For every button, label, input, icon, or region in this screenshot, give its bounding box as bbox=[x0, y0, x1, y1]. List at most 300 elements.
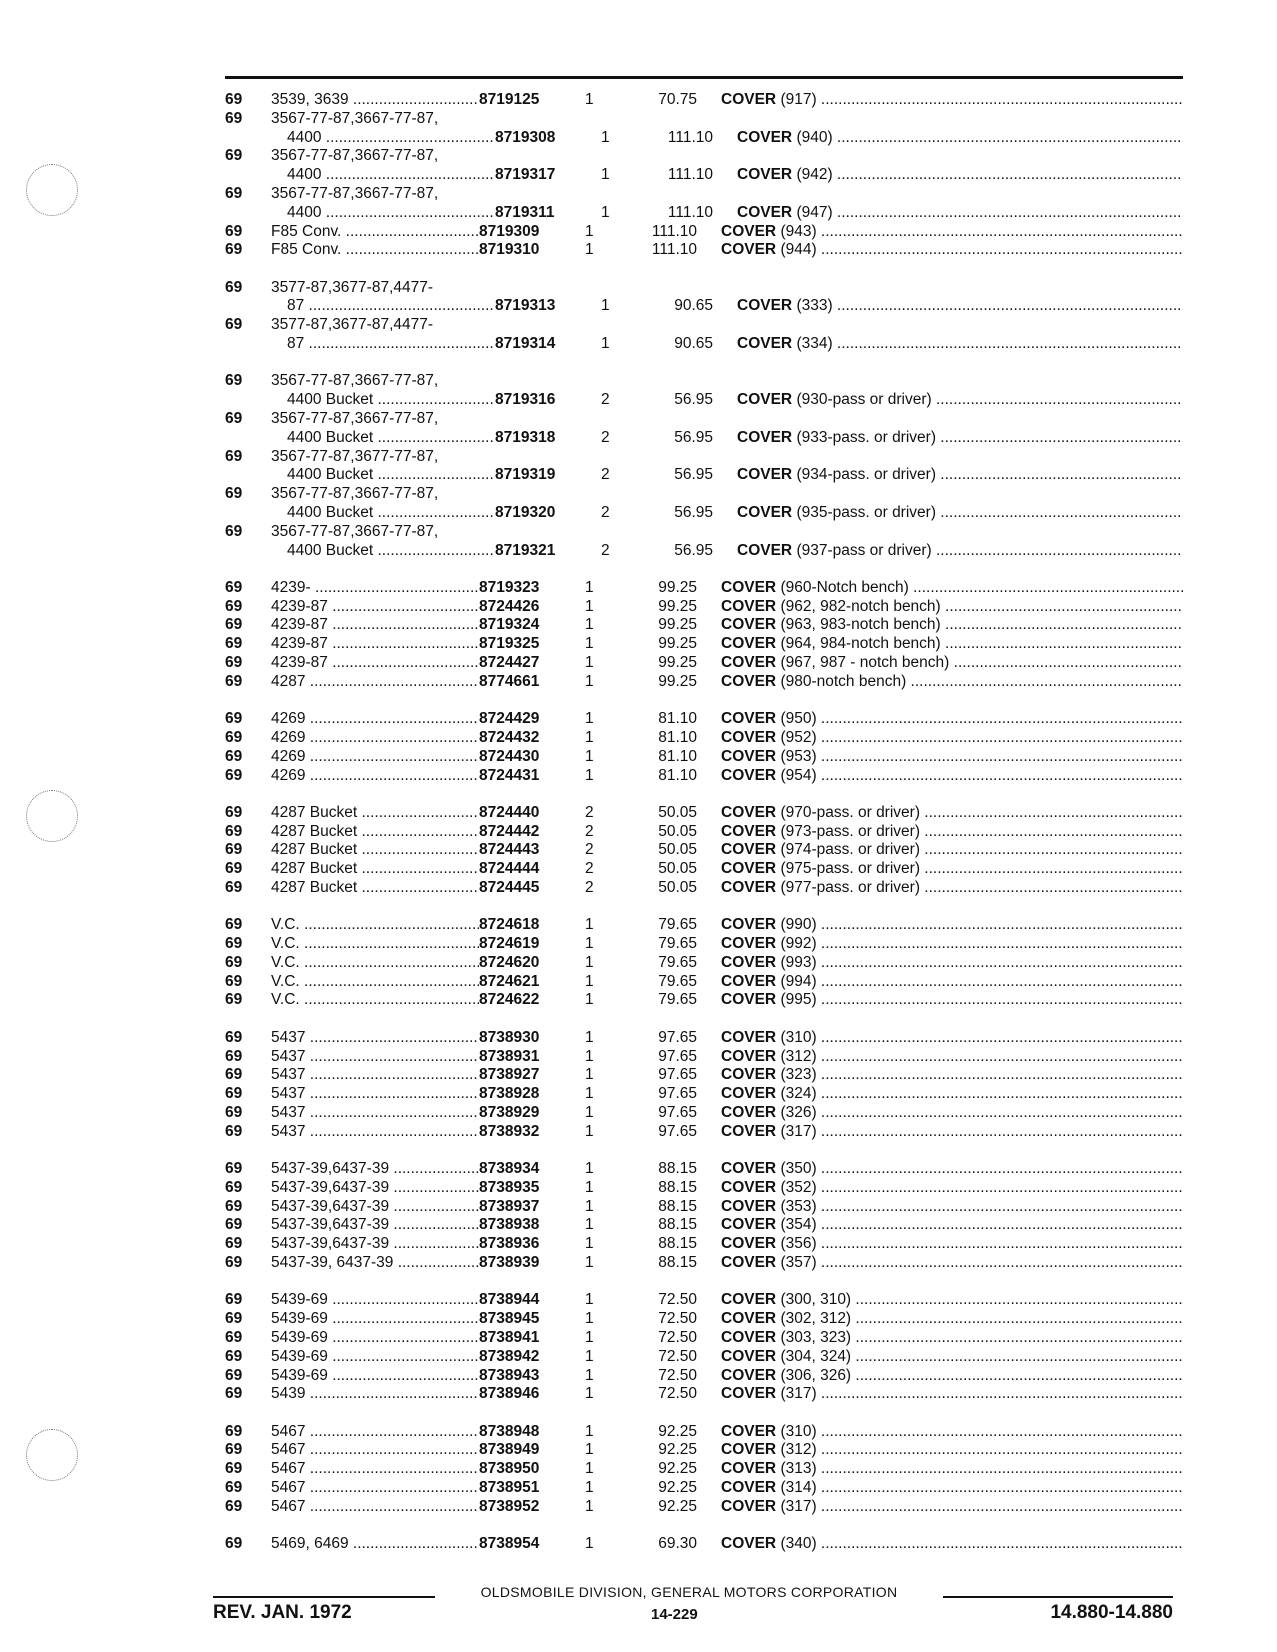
quantity: 1 bbox=[585, 916, 594, 934]
leader-dots bbox=[357, 860, 479, 877]
list-price: 92.25 bbox=[658, 1422, 697, 1440]
table-row bbox=[225, 91, 1183, 110]
leader-dots bbox=[936, 429, 1183, 446]
list-price: 72.50 bbox=[658, 1366, 697, 1384]
part-name: COVER bbox=[721, 222, 777, 240]
table-row bbox=[225, 841, 1183, 860]
part-number: 8724426 bbox=[479, 597, 540, 615]
leader-dots bbox=[357, 804, 479, 821]
part-name: COVER bbox=[721, 878, 777, 896]
part-number: 8719324 bbox=[479, 616, 540, 634]
model-year: 69 bbox=[225, 916, 243, 934]
part-description bbox=[721, 823, 1183, 842]
model-number bbox=[271, 1367, 479, 1386]
trim-code: (317) bbox=[780, 1122, 817, 1140]
list-price: 92.25 bbox=[658, 1479, 697, 1496]
part-description bbox=[737, 204, 1183, 223]
footer-rule-right bbox=[943, 1596, 1173, 1598]
part-number: 8738944 bbox=[479, 1291, 540, 1309]
part-number: 8724444 bbox=[479, 860, 540, 878]
part-number: 8738943 bbox=[479, 1366, 540, 1384]
part-number: 8719309 bbox=[479, 222, 540, 240]
model-number bbox=[271, 1441, 479, 1460]
leader-dots bbox=[305, 1385, 479, 1402]
trim-code: (944) bbox=[780, 241, 817, 259]
leader-dots bbox=[305, 729, 479, 746]
model-text: 5437-39,6437-39 bbox=[271, 1216, 390, 1234]
model-number bbox=[271, 147, 479, 166]
leader-dots bbox=[305, 1029, 479, 1046]
quantity: 1 bbox=[601, 166, 610, 184]
model-text: 3567-77-87,3677-77-87, bbox=[271, 447, 439, 465]
model-text: 4400 Bucket bbox=[287, 428, 374, 446]
list-price: 88.15 bbox=[658, 1178, 697, 1196]
quantity: 2 bbox=[585, 841, 594, 859]
leader-dots bbox=[932, 542, 1183, 559]
model-number bbox=[271, 1235, 479, 1254]
part-description bbox=[721, 616, 1183, 635]
model-text: 3567-77-87,3667-77-87, bbox=[271, 409, 439, 427]
model-text: V.C. bbox=[271, 991, 300, 1009]
model-text: V.C. bbox=[271, 916, 300, 934]
table-row bbox=[225, 710, 1183, 729]
quantity: 1 bbox=[585, 654, 594, 672]
part-number: 8724431 bbox=[479, 766, 540, 784]
model-text: 4287 Bucket bbox=[271, 860, 358, 878]
quantity: 1 bbox=[585, 1535, 594, 1553]
model-year: 69 bbox=[225, 1122, 243, 1140]
part-name: COVER bbox=[721, 1103, 777, 1121]
group-spacer bbox=[225, 1142, 1183, 1161]
table-row bbox=[225, 1479, 1183, 1498]
part-name: COVER bbox=[721, 1216, 777, 1234]
part-number: 8738928 bbox=[479, 1085, 540, 1103]
model-number bbox=[271, 185, 479, 204]
leader-dots bbox=[349, 1535, 479, 1552]
part-name: COVER bbox=[721, 1535, 777, 1553]
model-number bbox=[271, 841, 479, 860]
list-price: 72.50 bbox=[658, 1328, 697, 1346]
part-number: 8738941 bbox=[479, 1328, 540, 1346]
quantity: 1 bbox=[585, 1235, 594, 1253]
part-number: 8719317 bbox=[495, 166, 556, 184]
leader-dots bbox=[389, 1198, 479, 1215]
trim-code: (942) bbox=[796, 166, 833, 184]
part-description bbox=[721, 1348, 1183, 1367]
leader-dots bbox=[328, 1291, 479, 1308]
model-year: 69 bbox=[225, 278, 243, 296]
trim-code: (934-pass. or driver) bbox=[796, 466, 936, 484]
model-number bbox=[271, 654, 479, 673]
part-number: 8719316 bbox=[495, 391, 556, 409]
part-description bbox=[721, 710, 1183, 729]
table-row bbox=[225, 804, 1183, 823]
part-description bbox=[721, 241, 1183, 260]
model-text: 5467 bbox=[271, 1460, 306, 1478]
part-description bbox=[721, 91, 1183, 110]
part-description bbox=[721, 635, 1183, 654]
part-number: 8719321 bbox=[495, 541, 556, 559]
part-description bbox=[721, 860, 1183, 879]
group-spacer bbox=[225, 354, 1183, 373]
leader-dots bbox=[920, 823, 1183, 840]
table-row bbox=[225, 598, 1183, 617]
quantity: 1 bbox=[585, 1479, 594, 1496]
quantity: 1 bbox=[585, 578, 594, 596]
list-price: 72.50 bbox=[658, 1347, 697, 1365]
leader-dots bbox=[941, 635, 1183, 652]
part-number: 8724621 bbox=[479, 972, 540, 990]
leader-dots bbox=[817, 1535, 1183, 1552]
leader-dots bbox=[833, 335, 1183, 352]
model-text: 87 bbox=[287, 335, 305, 353]
list-price: 72.50 bbox=[658, 1310, 697, 1328]
trim-code: (954) bbox=[780, 766, 817, 784]
parts-table bbox=[225, 91, 1183, 1554]
quantity: 1 bbox=[585, 1160, 594, 1178]
part-number: 8719314 bbox=[495, 335, 556, 353]
model-text: 4239-87 bbox=[271, 654, 328, 672]
table-row-continued bbox=[225, 372, 1183, 391]
list-price: 72.50 bbox=[658, 1385, 697, 1403]
binder-hole bbox=[26, 164, 78, 216]
quantity: 2 bbox=[601, 428, 610, 446]
model-year: 69 bbox=[225, 1422, 243, 1440]
quantity: 1 bbox=[585, 991, 594, 1009]
model-year: 69 bbox=[225, 841, 243, 859]
model-text: 4400 Bucket bbox=[287, 466, 374, 484]
part-name: COVER bbox=[721, 1160, 777, 1178]
leader-dots bbox=[936, 466, 1183, 483]
trim-code: (326) bbox=[780, 1103, 817, 1121]
table-row bbox=[225, 1160, 1183, 1179]
blank-cell bbox=[225, 504, 271, 523]
leader-dots bbox=[357, 841, 479, 858]
table-row bbox=[225, 1348, 1183, 1367]
trim-code: (973-pass. or driver) bbox=[780, 822, 920, 840]
table-row bbox=[225, 204, 1183, 223]
part-description bbox=[721, 1198, 1183, 1217]
quantity: 1 bbox=[585, 766, 594, 784]
group-spacer bbox=[225, 260, 1183, 279]
part-description bbox=[721, 1216, 1183, 1235]
leader-dots bbox=[311, 579, 479, 596]
leader-dots bbox=[851, 1348, 1183, 1365]
part-number: 8724618 bbox=[479, 916, 540, 934]
leader-dots bbox=[817, 973, 1183, 990]
leader-dots bbox=[817, 1048, 1183, 1065]
part-description bbox=[721, 879, 1183, 898]
part-name: COVER bbox=[721, 935, 777, 953]
part-name: COVER bbox=[737, 203, 793, 221]
leader-dots bbox=[936, 504, 1183, 521]
model-year: 69 bbox=[225, 597, 243, 615]
model-number bbox=[271, 523, 479, 542]
table-row bbox=[225, 335, 1183, 354]
trim-code: (970-pass. or driver) bbox=[780, 803, 920, 821]
list-price: 111.10 bbox=[667, 166, 713, 184]
model-number bbox=[271, 935, 479, 954]
model-text: 3577-87,3677-87,4477- bbox=[271, 278, 434, 296]
model-number bbox=[271, 1048, 479, 1067]
model-year: 69 bbox=[225, 147, 243, 165]
part-description bbox=[721, 954, 1183, 973]
model-year: 69 bbox=[225, 747, 243, 765]
part-name: COVER bbox=[721, 241, 777, 259]
leader-dots bbox=[817, 1198, 1183, 1215]
part-description bbox=[721, 1179, 1183, 1198]
model-text: 4400 Bucket bbox=[287, 541, 374, 559]
model-number bbox=[271, 466, 495, 485]
leader-dots bbox=[817, 935, 1183, 952]
trim-code: (964, 984-notch bench) bbox=[780, 635, 941, 653]
table-row-continued bbox=[225, 448, 1183, 467]
leader-dots bbox=[817, 1085, 1183, 1102]
part-description bbox=[721, 935, 1183, 954]
list-price: 92.25 bbox=[658, 1497, 697, 1515]
table-row bbox=[225, 1235, 1183, 1254]
model-text: 4287 Bucket bbox=[271, 822, 358, 840]
leader-dots bbox=[941, 598, 1183, 615]
quantity: 1 bbox=[585, 1347, 594, 1365]
leader-dots bbox=[817, 91, 1183, 108]
table-row bbox=[225, 635, 1183, 654]
part-number: 8724427 bbox=[479, 654, 540, 672]
leader-dots bbox=[909, 579, 1183, 596]
leader-dots bbox=[373, 504, 495, 521]
leader-dots bbox=[389, 1216, 479, 1233]
trim-code: (303, 323) bbox=[780, 1328, 852, 1346]
leader-dots bbox=[349, 91, 479, 108]
model-text: 5437-39,6437-39 bbox=[271, 1235, 390, 1253]
list-price: 70.75 bbox=[658, 91, 697, 108]
part-description bbox=[737, 466, 1183, 485]
quantity: 2 bbox=[601, 503, 610, 521]
trim-code: (352) bbox=[780, 1178, 817, 1196]
leader-dots bbox=[941, 616, 1183, 633]
part-name: COVER bbox=[721, 1254, 777, 1272]
part-number: 8719313 bbox=[495, 297, 556, 315]
model-text: 5437 bbox=[271, 1047, 306, 1065]
model-year: 69 bbox=[225, 654, 243, 672]
trim-code: (350) bbox=[780, 1160, 817, 1178]
table-row bbox=[225, 1198, 1183, 1217]
table-row-continued bbox=[225, 410, 1183, 429]
model-year: 69 bbox=[225, 728, 243, 746]
part-name: COVER bbox=[721, 1066, 777, 1084]
table-row bbox=[225, 1423, 1183, 1442]
leader-dots bbox=[920, 841, 1183, 858]
list-price: 81.10 bbox=[658, 747, 697, 765]
leader-dots bbox=[817, 954, 1183, 971]
part-description bbox=[721, 804, 1183, 823]
quantity: 1 bbox=[585, 1422, 594, 1440]
model-text: 4239- bbox=[271, 578, 311, 596]
part-name: COVER bbox=[721, 1479, 777, 1496]
quantity: 1 bbox=[585, 672, 594, 690]
part-number: 8738949 bbox=[479, 1441, 540, 1459]
list-price: 97.65 bbox=[658, 1047, 697, 1065]
group-spacer bbox=[225, 1517, 1183, 1536]
part-number: 8719308 bbox=[495, 128, 556, 146]
model-year: 69 bbox=[225, 485, 243, 503]
leader-dots bbox=[389, 1235, 479, 1252]
model-text: 3539, 3639 bbox=[271, 91, 349, 108]
leader-dots bbox=[817, 241, 1183, 258]
table-row bbox=[225, 241, 1183, 260]
model-year: 69 bbox=[225, 1310, 243, 1328]
section-number: 14.880-14.880 bbox=[1050, 1602, 1173, 1623]
division-name: OLDSMOBILE DIVISION, GENERAL MOTORS CORPORATION bbox=[480, 1584, 898, 1600]
part-number: 8719318 bbox=[495, 428, 556, 446]
model-text: 5439 bbox=[271, 1385, 306, 1403]
quantity: 2 bbox=[585, 803, 594, 821]
model-number bbox=[271, 1160, 479, 1179]
model-number bbox=[271, 91, 479, 110]
list-price: 99.25 bbox=[658, 654, 697, 672]
trim-code: (962, 982-notch bench) bbox=[780, 597, 941, 615]
blank-cell bbox=[225, 129, 271, 148]
part-name: COVER bbox=[721, 1385, 777, 1403]
trim-code: (950) bbox=[780, 710, 817, 728]
part-description bbox=[721, 673, 1183, 692]
part-description bbox=[721, 973, 1183, 992]
quantity: 2 bbox=[585, 860, 594, 878]
part-name: COVER bbox=[721, 1366, 777, 1384]
leader-dots bbox=[305, 1460, 479, 1477]
model-year: 69 bbox=[225, 1197, 243, 1215]
quantity: 1 bbox=[585, 1254, 594, 1272]
trim-code: (993) bbox=[780, 953, 817, 971]
table-row bbox=[225, 1535, 1183, 1554]
model-year: 69 bbox=[225, 953, 243, 971]
part-name: COVER bbox=[721, 1422, 777, 1440]
part-number: 8738927 bbox=[479, 1066, 540, 1084]
model-text: V.C. bbox=[271, 953, 300, 971]
model-text: 4269 bbox=[271, 747, 306, 765]
part-description bbox=[721, 1385, 1183, 1404]
trim-code: (357) bbox=[780, 1254, 817, 1272]
model-text: 3567-77-87,3667-77-87, bbox=[271, 522, 439, 540]
list-price: 97.65 bbox=[658, 1028, 697, 1046]
list-price: 79.65 bbox=[658, 916, 697, 934]
leader-dots bbox=[341, 241, 479, 258]
model-year: 69 bbox=[225, 1047, 243, 1065]
leader-dots bbox=[393, 1254, 479, 1271]
model-number bbox=[271, 579, 479, 598]
table-row bbox=[225, 1179, 1183, 1198]
model-number bbox=[271, 391, 495, 410]
list-price: 90.65 bbox=[674, 297, 713, 315]
model-number bbox=[271, 1179, 479, 1198]
list-price: 111.10 bbox=[667, 128, 713, 146]
model-text: 5437-39, 6437-39 bbox=[271, 1254, 394, 1272]
table-row bbox=[225, 1048, 1183, 1067]
leader-dots bbox=[305, 748, 479, 765]
quantity: 1 bbox=[585, 1216, 594, 1234]
model-number bbox=[271, 673, 479, 692]
part-number: 8724440 bbox=[479, 803, 540, 821]
part-name: COVER bbox=[721, 635, 777, 653]
leader-dots bbox=[328, 598, 479, 615]
model-year: 69 bbox=[225, 1103, 243, 1121]
list-price: 111.10 bbox=[667, 203, 713, 221]
leader-dots bbox=[817, 223, 1183, 240]
list-price: 92.25 bbox=[658, 1441, 697, 1459]
model-year: 69 bbox=[225, 316, 243, 334]
model-year: 69 bbox=[225, 522, 243, 540]
model-text: 4287 Bucket bbox=[271, 841, 358, 859]
model-number bbox=[271, 1085, 479, 1104]
model-number bbox=[271, 823, 479, 842]
part-name: COVER bbox=[737, 466, 793, 484]
quantity: 1 bbox=[585, 1460, 594, 1478]
model-text: 4239-87 bbox=[271, 635, 328, 653]
leader-dots bbox=[305, 1441, 479, 1458]
part-name: COVER bbox=[721, 597, 777, 615]
part-description bbox=[721, 579, 1183, 598]
model-text: 5439-69 bbox=[271, 1366, 328, 1384]
leader-dots bbox=[373, 466, 495, 483]
leader-dots bbox=[817, 1066, 1183, 1083]
group-spacer bbox=[225, 1010, 1183, 1029]
table-row bbox=[225, 1104, 1183, 1123]
part-name: COVER bbox=[737, 391, 793, 409]
trim-code: (356) bbox=[780, 1235, 817, 1253]
model-number bbox=[271, 616, 479, 635]
leader-dots bbox=[817, 916, 1183, 933]
part-number: 8719319 bbox=[495, 466, 556, 484]
trim-code: (994) bbox=[780, 972, 817, 990]
part-number: 8738950 bbox=[479, 1460, 540, 1478]
model-number bbox=[271, 879, 479, 898]
model-number bbox=[271, 372, 479, 391]
model-number bbox=[271, 110, 479, 129]
leader-dots bbox=[817, 1029, 1183, 1046]
model-text: F85 Conv. bbox=[271, 241, 342, 259]
part-number: 8738935 bbox=[479, 1178, 540, 1196]
part-description bbox=[721, 767, 1183, 786]
table-row bbox=[225, 1085, 1183, 1104]
part-description bbox=[721, 1123, 1183, 1142]
list-price: 69.30 bbox=[658, 1535, 697, 1553]
leader-dots bbox=[817, 748, 1183, 765]
model-year: 69 bbox=[225, 635, 243, 653]
quantity: 1 bbox=[585, 728, 594, 746]
trim-code: (917) bbox=[780, 91, 817, 108]
part-description bbox=[721, 1235, 1183, 1254]
part-number: 8738930 bbox=[479, 1028, 540, 1046]
model-number bbox=[271, 1104, 479, 1123]
list-price: 97.65 bbox=[658, 1103, 697, 1121]
model-number bbox=[271, 954, 479, 973]
part-number: 8738936 bbox=[479, 1235, 540, 1253]
model-text: 3567-77-87,3667-77-87, bbox=[271, 372, 439, 390]
table-row bbox=[225, 1216, 1183, 1235]
table-row bbox=[225, 616, 1183, 635]
page-number: 14-229 bbox=[651, 1606, 698, 1623]
list-price: 90.65 bbox=[674, 335, 713, 353]
list-price: 56.95 bbox=[674, 541, 713, 559]
part-description bbox=[737, 429, 1183, 448]
model-year: 69 bbox=[225, 1497, 243, 1515]
group-spacer bbox=[225, 785, 1183, 804]
quantity: 2 bbox=[585, 878, 594, 896]
part-name: COVER bbox=[721, 654, 777, 672]
leader-dots bbox=[328, 1329, 479, 1346]
model-number bbox=[271, 1348, 479, 1367]
leader-dots bbox=[321, 166, 495, 183]
